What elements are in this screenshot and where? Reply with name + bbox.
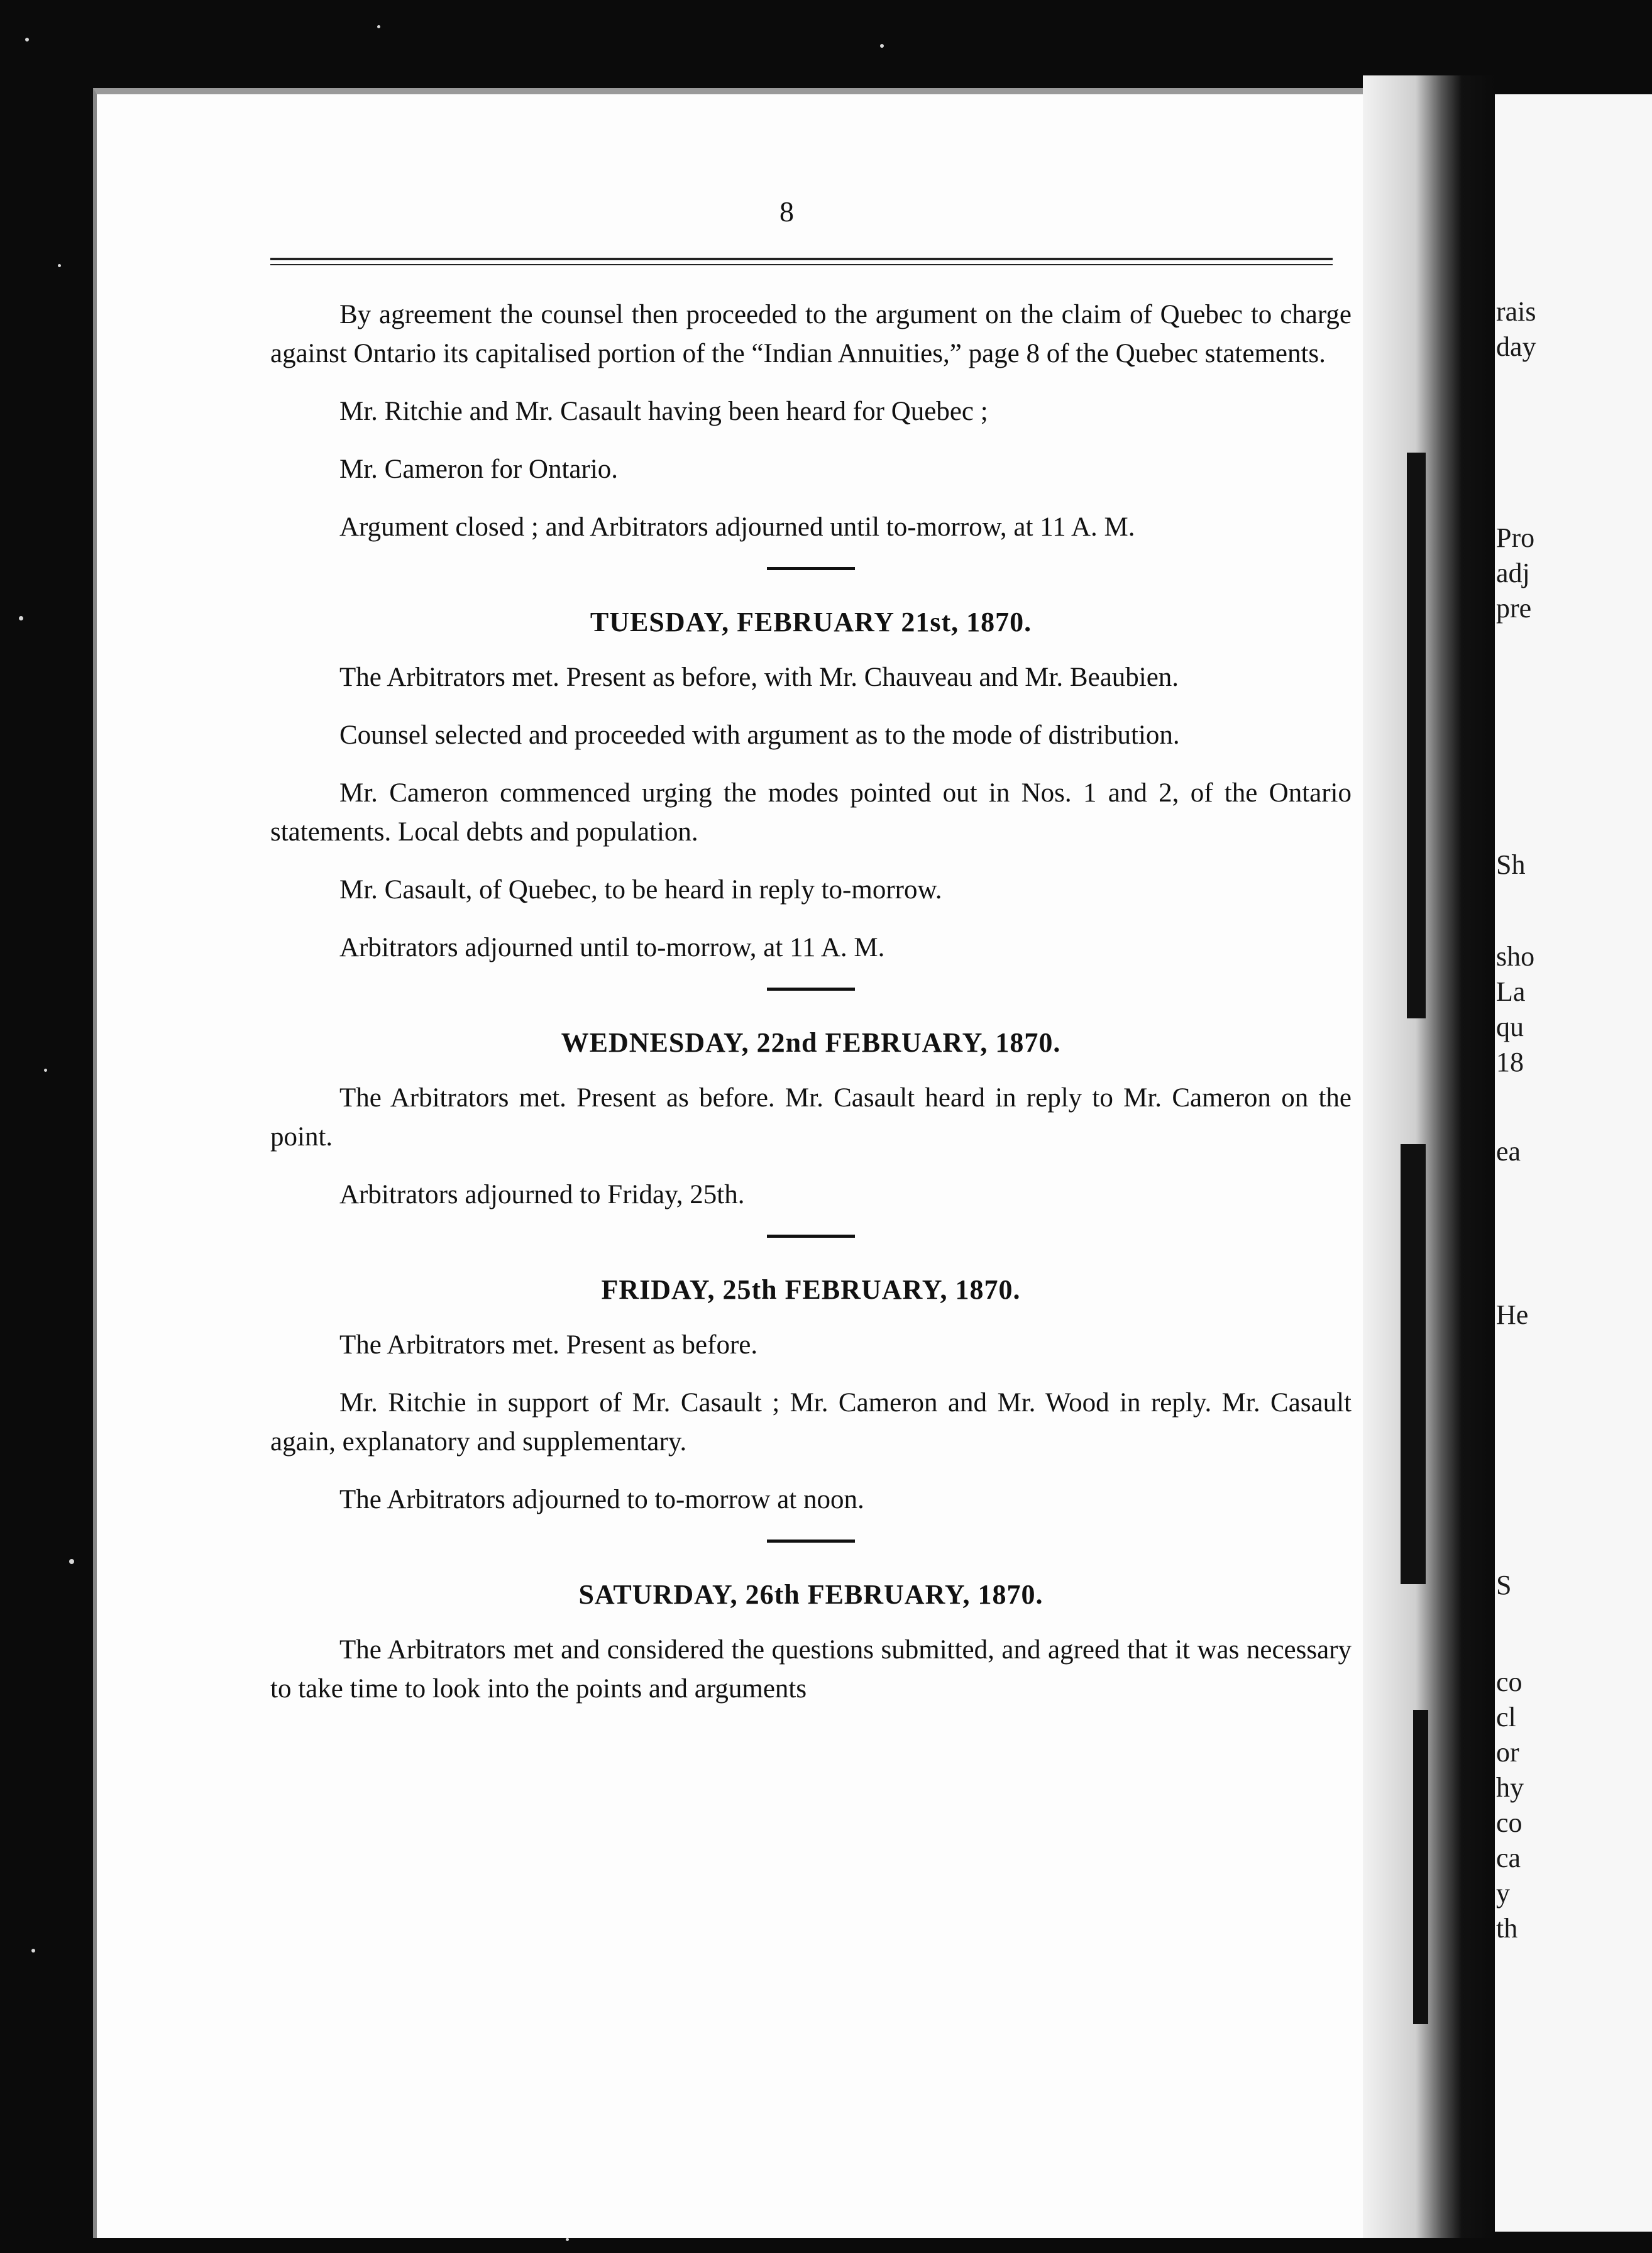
section-paragraph: Mr. Ritchie in support of Mr. Casault ; Mr. Cameron and Mr. Wood in reply. Mr. Casault again, explanatory and supplementary. [270,1388,1352,1457]
scan-speck [69,1559,74,1564]
facing-page-fragment: rais [1496,296,1536,327]
facing-page-fragment: y [1496,1878,1510,1909]
section-heading: FRIDAY, 25th FEBRUARY, 1870. [601,1274,1021,1305]
facing-page-fragment: He [1496,1299,1529,1330]
scan-speck [19,616,23,620]
facing-page [1491,94,1652,2232]
scan-speck [377,25,380,28]
scan-speck [44,1069,47,1072]
facing-page-fragment: La [1496,976,1526,1007]
facing-page-fragment: pre [1496,593,1532,624]
section-paragraph: The Arbitrators adjourned to to-morrow at noon. [339,1485,864,1514]
facing-page-fragment: 18 [1496,1047,1524,1077]
binding-tear [1401,1144,1426,1584]
facing-page-fragment: Pro [1496,522,1535,553]
intro-paragraph: By agreement the counsel then proceeded to the argument on the claim of Quebec to charge against Ontario its capitalised portion of the “Indian Annuities,” page 8 of the Quebec statements. [270,300,1352,368]
book-gutter [1363,75,1495,2238]
facing-page-fragment: day [1496,331,1536,362]
page-body [270,295,1352,1727]
facing-page-fragment: or [1496,1737,1519,1768]
section-divider [767,1235,855,1238]
facing-page-fragment: co [1496,1807,1523,1838]
facing-page-fragment: co [1496,1666,1523,1697]
section-divider [767,1540,855,1543]
binding-tear [1413,1710,1428,2024]
section-paragraph: Arbitrators adjourned to Friday, 25th. [339,1180,745,1209]
section-paragraph: Mr. Cameron commenced urging the modes pointed out in Nos. 1 and 2, of the Ontario statements. Local debts and population. [270,778,1352,847]
intro-paragraph: Mr. Ritchie and Mr. Casault having been heard for Quebec ; [339,397,988,426]
scan-speck [25,38,29,41]
facing-page-fragment: S [1496,1570,1512,1600]
facing-page-fragment: qu [1496,1011,1524,1042]
facing-page-fragment: sho [1496,941,1535,972]
section-paragraph: Arbitrators adjourned until to-morrow, at 11 A. M. [339,933,885,962]
facing-page-fragment: th [1496,1913,1518,1944]
scan-speck [880,44,884,48]
facing-page-fragment: hy [1496,1772,1524,1803]
facing-page-fragment: cl [1496,1702,1516,1732]
section-paragraph: The Arbitrators met. Present as before. [339,1330,758,1360]
scan-speck [31,1949,35,1953]
binding-tear [1407,453,1426,1018]
facing-page-fragment: Sh [1496,849,1526,880]
section-paragraph: The Arbitrators met. Present as before, with Mr. Chauveau and Mr. Beaubien. [339,663,1179,692]
section-heading: WEDNESDAY, 22nd FEBRUARY, 1870. [561,1027,1061,1058]
section-divider [767,567,855,570]
section-divider [767,988,855,991]
section-heading: SATURDAY, 26th FEBRUARY, 1870. [578,1579,1044,1610]
section-paragraph: The Arbitrators met. Present as before. Mr. Casault heard in reply to Mr. Cameron on the point. [270,1083,1352,1152]
facing-page-fragment: ca [1496,1843,1521,1873]
scan-speck [58,264,61,267]
section-paragraph: Mr. Casault, of Quebec, to be heard in reply to-morrow. [339,875,942,905]
intro-paragraph: Argument closed ; and Arbitrators adjourned until to-morrow, at 11 A. M. [339,512,1135,542]
page-number: 8 [779,196,794,228]
header-rule [270,258,1333,260]
section-paragraph: The Arbitrators met and considered the questions submitted, and agreed that it was necessary to take time to look into the points and arguments [270,1635,1352,1704]
section-heading: TUESDAY, FEBRUARY 21st, 1870. [590,607,1032,637]
scan-speck [566,2238,569,2241]
intro-paragraph: Mr. Cameron for Ontario. [339,454,619,484]
section-paragraph: Counsel selected and proceeded with argument as to the mode of distribution. [339,720,1180,750]
header-rule [270,264,1333,265]
facing-page-fragment: ea [1496,1136,1521,1167]
facing-page-fragment: adj [1496,558,1530,588]
